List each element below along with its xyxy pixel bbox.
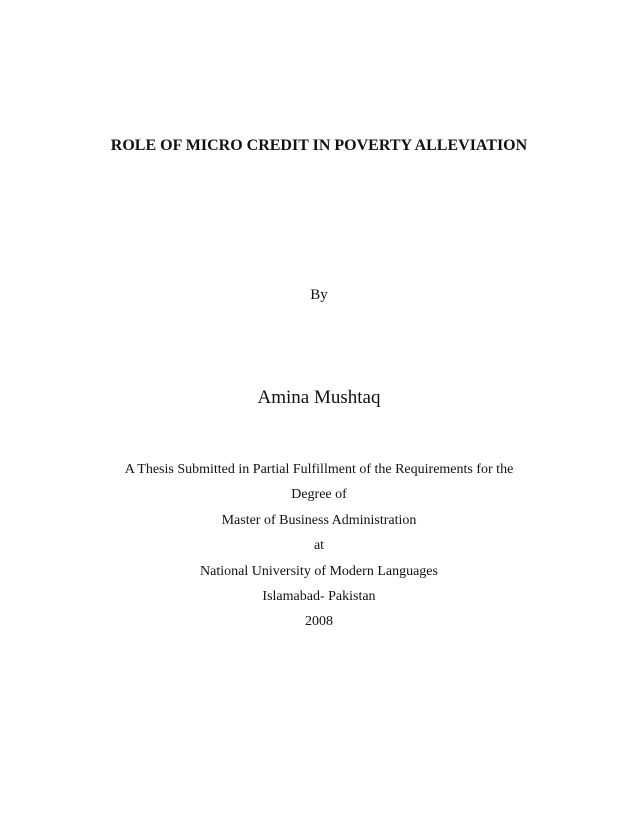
by-label: By	[310, 287, 328, 303]
location: Islamabad- Pakistan	[262, 589, 376, 604]
at-label: at	[313, 538, 325, 553]
university-name: National University of Modern Languages	[200, 564, 438, 579]
degree-of-label: Degree of	[291, 487, 347, 502]
thesis-statement: A Thesis Submitted in Partial Fulfillment of the Requirements for the	[124, 462, 514, 477]
author-name: Amina Mushtaq	[257, 387, 381, 408]
thesis-title: ROLE OF MICRO CREDIT IN POVERTY ALLEVIATION	[110, 137, 528, 154]
year: 2008	[305, 614, 333, 629]
degree-name: Master of Business Administration	[221, 513, 417, 528]
